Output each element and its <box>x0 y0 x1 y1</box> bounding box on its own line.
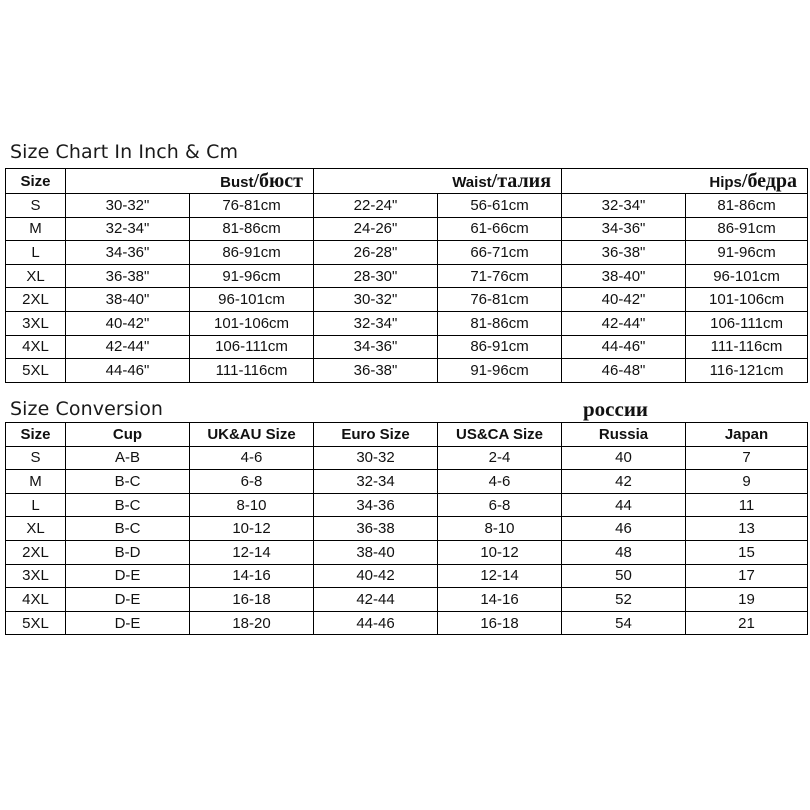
table-cell: 56-61cm <box>438 194 562 218</box>
table-cell: 44-46" <box>66 359 190 383</box>
header-bust-ru: /бюст <box>253 169 304 192</box>
table-cell: 40 <box>562 446 686 470</box>
size-cell: S <box>6 446 66 470</box>
table-cell: 30-32 <box>314 446 438 470</box>
table-cell: 34-36" <box>314 335 438 359</box>
table-cell: 34-36" <box>66 241 190 265</box>
table-cell: 101-106cm <box>190 311 314 335</box>
size-cell: 4XL <box>6 335 66 359</box>
table-cell: 4-6 <box>438 470 562 494</box>
table-cell: 32-34" <box>66 217 190 241</box>
table-cell: 42 <box>562 470 686 494</box>
header-bust-label: Bust <box>220 173 254 191</box>
table-cell: 54 <box>562 611 686 635</box>
size-cell: 5XL <box>6 359 66 383</box>
table-cell: 86-91cm <box>686 217 808 241</box>
size-conversion-row <box>6 564 808 588</box>
table-cell: D-E <box>66 611 190 635</box>
size-chart-table <box>5 168 808 383</box>
size-cell: 3XL <box>6 564 66 588</box>
table-cell: 13 <box>686 517 808 541</box>
table-cell: 46-48" <box>562 359 686 383</box>
table-cell: 42-44 <box>314 588 438 612</box>
table-cell: 32-34" <box>562 194 686 218</box>
table-cell: 38-40" <box>66 288 190 312</box>
table-cell: 40-42 <box>314 564 438 588</box>
table-cell: 36-38" <box>562 241 686 265</box>
table-cell: 71-76cm <box>438 264 562 288</box>
table-cell: 34-36 <box>314 493 438 517</box>
header-cell: Size <box>6 423 66 447</box>
size-conversion-row <box>6 588 808 612</box>
table-cell: 38-40 <box>314 540 438 564</box>
size-cell: 3XL <box>6 311 66 335</box>
size-cell: M <box>6 470 66 494</box>
table-cell: 106-111cm <box>686 311 808 335</box>
header-waist-label: Waist <box>452 173 492 191</box>
header-cell: UK&AU Size <box>190 423 314 447</box>
table-cell: B-C <box>66 493 190 517</box>
table-cell: B-C <box>66 517 190 541</box>
table-cell: 9 <box>686 470 808 494</box>
table-cell: 61-66cm <box>438 217 562 241</box>
table-cell: B-C <box>66 470 190 494</box>
table-cell: 15 <box>686 540 808 564</box>
table-cell: 18-20 <box>190 611 314 635</box>
table-cell: 11 <box>686 493 808 517</box>
size-cell: 5XL <box>6 611 66 635</box>
header-waist <box>314 169 562 194</box>
size-chart-row <box>6 217 808 241</box>
header-cell: Cup <box>66 423 190 447</box>
table-cell: 19 <box>686 588 808 612</box>
table-cell: 91-96cm <box>438 359 562 383</box>
table-cell: 21 <box>686 611 808 635</box>
size-conversion-row <box>6 470 808 494</box>
table-cell: 7 <box>686 446 808 470</box>
size-conversion-row <box>6 446 808 470</box>
size-chart-row <box>6 359 808 383</box>
table-cell: 36-38" <box>66 264 190 288</box>
table-cell: 96-101cm <box>190 288 314 312</box>
size-conversion-row <box>6 611 808 635</box>
table-cell: 42-44" <box>562 311 686 335</box>
size-cell: 2XL <box>6 540 66 564</box>
table-cell: 6-8 <box>190 470 314 494</box>
table-cell: 44-46" <box>562 335 686 359</box>
table-cell: 28-30" <box>314 264 438 288</box>
table-cell: 8-10 <box>438 517 562 541</box>
table-cell: 16-18 <box>438 611 562 635</box>
header-cell: Euro Size <box>314 423 438 447</box>
size-conversion-row <box>6 540 808 564</box>
table-cell: 14-16 <box>190 564 314 588</box>
table-cell: 36-38 <box>314 517 438 541</box>
size-chart-row <box>6 194 808 218</box>
table-cell: 91-96cm <box>686 241 808 265</box>
size-chart-header-row <box>6 169 808 194</box>
size-conversion-row <box>6 517 808 541</box>
table-cell: 22-24" <box>314 194 438 218</box>
size-chart-row <box>6 311 808 335</box>
table-cell: D-E <box>66 564 190 588</box>
table-cell: 10-12 <box>190 517 314 541</box>
size-conversion-table <box>5 422 808 635</box>
table-cell: 96-101cm <box>686 264 808 288</box>
table-cell: A-B <box>66 446 190 470</box>
table-cell: 91-96cm <box>190 264 314 288</box>
header-waist-ru: /талия <box>491 169 552 192</box>
table-cell: 30-32" <box>66 194 190 218</box>
table-cell: 86-91cm <box>190 241 314 265</box>
table-cell: 106-111cm <box>190 335 314 359</box>
table-cell: 81-86cm <box>190 217 314 241</box>
table-cell: 76-81cm <box>438 288 562 312</box>
size-chart-row <box>6 241 808 265</box>
size-chart-row <box>6 335 808 359</box>
size-chart-row <box>6 264 808 288</box>
table-cell: 76-81cm <box>190 194 314 218</box>
table-cell: 8-10 <box>190 493 314 517</box>
table-cell: 111-116cm <box>686 335 808 359</box>
size-chart-row <box>6 288 808 312</box>
table-cell: 16-18 <box>190 588 314 612</box>
table-cell: 14-16 <box>438 588 562 612</box>
table-cell: 36-38" <box>314 359 438 383</box>
size-cell: XL <box>6 264 66 288</box>
size-cell: L <box>6 493 66 517</box>
table-cell: 38-40" <box>562 264 686 288</box>
header-cell: Russia <box>562 423 686 447</box>
table-cell: 52 <box>562 588 686 612</box>
table-cell: 44 <box>562 493 686 517</box>
table-cell: 17 <box>686 564 808 588</box>
header-size: Size <box>6 169 66 194</box>
table-cell: 24-26" <box>314 217 438 241</box>
table-cell: 81-86cm <box>438 311 562 335</box>
size-chart-title: Size Chart In Inch & Cm <box>10 141 239 163</box>
table-cell: 42-44" <box>66 335 190 359</box>
header-cell: US&CA Size <box>438 423 562 447</box>
table-cell: 26-28" <box>314 241 438 265</box>
table-cell: B-D <box>66 540 190 564</box>
table-cell: 34-36" <box>562 217 686 241</box>
size-conversion-row <box>6 493 808 517</box>
table-cell: 32-34 <box>314 470 438 494</box>
size-cell: L <box>6 241 66 265</box>
table-cell: 81-86cm <box>686 194 808 218</box>
table-cell: 46 <box>562 517 686 541</box>
size-conversion-header-row <box>6 423 808 447</box>
table-cell: 6-8 <box>438 493 562 517</box>
table-cell: 12-14 <box>190 540 314 564</box>
table-cell: 12-14 <box>438 564 562 588</box>
size-cell: 4XL <box>6 588 66 612</box>
table-cell: D-E <box>66 588 190 612</box>
size-cell: XL <box>6 517 66 541</box>
header-hips <box>562 169 808 194</box>
table-cell: 48 <box>562 540 686 564</box>
table-cell: 101-106cm <box>686 288 808 312</box>
table-cell: 50 <box>562 564 686 588</box>
size-conversion-title: Size Conversion <box>10 398 164 420</box>
table-cell: 32-34" <box>314 311 438 335</box>
header-hips-label: Hips <box>709 173 742 191</box>
table-cell: 10-12 <box>438 540 562 564</box>
table-cell: 44-46 <box>314 611 438 635</box>
header-bust <box>66 169 314 194</box>
table-cell: 40-42" <box>562 288 686 312</box>
table-cell: 4-6 <box>190 446 314 470</box>
table-cell: 66-71cm <box>438 241 562 265</box>
table-cell: 40-42" <box>66 311 190 335</box>
header-hips-ru: /бедра <box>741 169 798 192</box>
header-cell: Japan <box>686 423 808 447</box>
russia-note: россии <box>583 397 649 421</box>
table-cell: 116-121cm <box>686 359 808 383</box>
table-cell: 30-32" <box>314 288 438 312</box>
table-cell: 86-91cm <box>438 335 562 359</box>
table-cell: 2-4 <box>438 446 562 470</box>
table-cell: 111-116cm <box>190 359 314 383</box>
size-cell: 2XL <box>6 288 66 312</box>
size-cell: M <box>6 217 66 241</box>
size-cell: S <box>6 194 66 218</box>
